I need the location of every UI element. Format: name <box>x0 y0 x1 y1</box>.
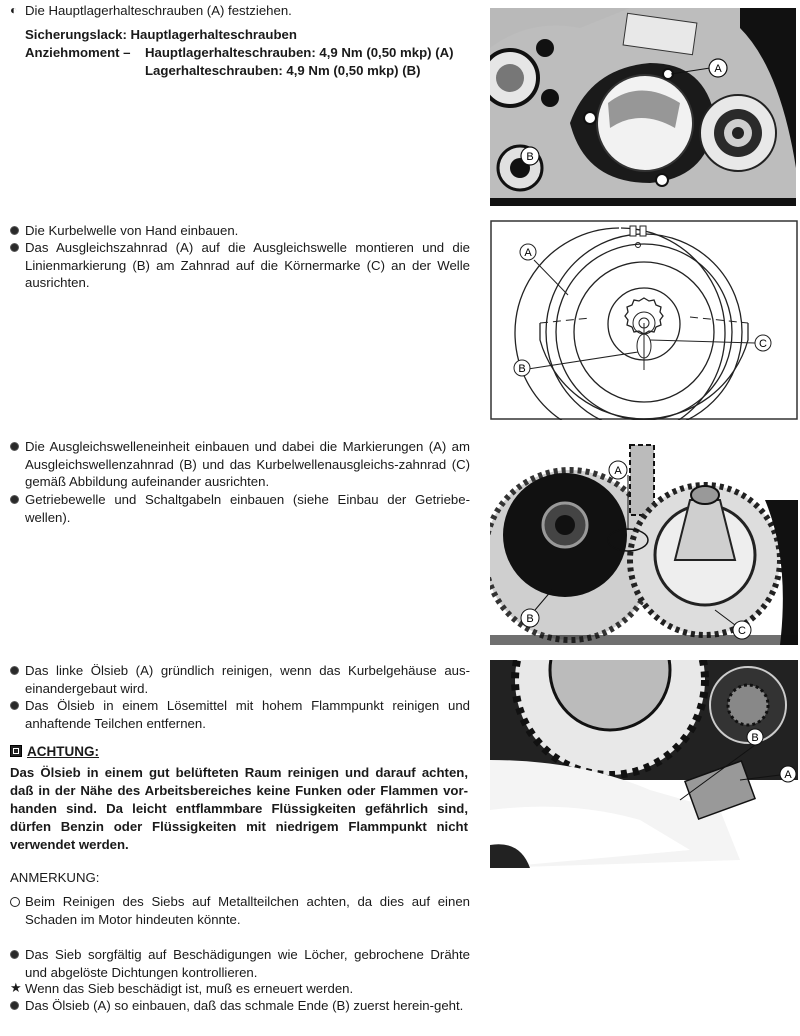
arrow-bullet-icon: ◐ <box>10 3 18 17</box>
bullet-dot-icon <box>10 243 19 252</box>
warning-text: Das Ölsieb in einem gut belüfteten Raum reinigen und darauf achten, daß in der Nähe des Arbeitsbereiches keine Funken oder Flammen vor-handen sind. Da leicht entflammbare Flüssigkeiten gefährlich sind, dürfen Benzin oder Flüssigkeiten mit niedrigem Flammpunkt nicht verwendet werden. <box>10 765 468 852</box>
bullet-dot-icon <box>10 226 19 235</box>
step-tighten-main-bearing-screws: ◐ Die Hauptlagerhalteschrauben (A) festziehen. <box>10 3 292 18</box>
step-solvent-clean: Das Ölsieb in einem Lösemittel mit hohem Flammpunkt reinigen und anhaftende Teilchen entfernen. <box>10 697 470 732</box>
callout-a-label: A <box>524 247 532 259</box>
callout-c-label: C <box>738 625 746 637</box>
torque-label: Anziehmoment – <box>25 45 131 60</box>
step-mount-balancer-gear: Das Ausgleichszahnrad (A) auf die Ausgleichswelle montieren und die Linienmarkierung (B) am Zahnrad auf die Körnermarke (C) an der Welle ausrichten. <box>10 239 470 292</box>
bullet-dot-icon <box>10 1001 19 1010</box>
step-install-crankshaft: Die Kurbelwelle von Hand einbauen. <box>10 222 470 240</box>
callout-a <box>520 244 536 260</box>
bullet-dot-icon <box>10 701 19 710</box>
callout-b-label: B <box>518 363 526 375</box>
step-clean-oil-screen: Das linke Ölsieb (A) gründlich reinigen, wenn das Kurbelgehäuse aus-einandergebaut wird. <box>10 662 470 697</box>
figure-oil-screen-photo <box>490 660 798 868</box>
step-inspect-screen: Das Sieb sorgfältig auf Beschädigungen wie Löcher, gebrochene Drähte und abgelöste Dichtungen kontrollieren. <box>10 946 470 981</box>
warning-icon <box>10 745 22 757</box>
warning-heading: ACHTUNG: <box>10 744 99 759</box>
step-install-balancer-unit: Die Ausgleichswelleneinheit einbauen und dabei die Markierungen (A) am Ausgleichswellenzahnrad (B) und das Kurbelwellenausgleichs-zahnrad (C) gemäß Abbildung aufeinander ausrichten. <box>10 438 470 491</box>
bullet-dot-icon <box>10 442 19 451</box>
torque-spec-bearing: Lagerhalteschrauben: 4,9 Nm (0,50 mkp) (B) <box>145 63 421 78</box>
torque-spec-main-bearing: Hauptlagerhalteschrauben: 4,9 Nm (0,50 mkp) (A) <box>145 45 454 60</box>
figure-gears-photo <box>490 440 798 645</box>
open-circle-icon <box>10 897 20 907</box>
callout-b <box>514 360 530 376</box>
callout-b-label: B <box>526 151 534 163</box>
callout-a <box>709 59 727 77</box>
callout-b <box>747 729 763 745</box>
note-item-metal-particles: Beim Reinigen des Siebs auf Metallteilchen achten, da dies auf einen Schaden im Motor hindeuten könnte. <box>10 893 470 928</box>
note-heading: ANMERKUNG: <box>10 870 100 885</box>
callout-b <box>521 609 539 627</box>
step-replace-if-damaged: ★ Wenn das Sieb beschädigt ist, muß es erneuert werden. <box>10 980 354 996</box>
callout-b-label: B <box>751 732 759 744</box>
bullet-dot-icon <box>10 950 19 959</box>
callout-a <box>780 766 796 782</box>
figure-main-bearing-photo <box>490 8 796 206</box>
callout-c <box>755 335 771 351</box>
step-install-transmission: Getriebewelle und Schaltgabeln einbauen (siehe Einbau der Getriebe-wellen). <box>10 491 470 526</box>
callout-c-label: C <box>759 338 767 350</box>
callout-c <box>733 621 751 639</box>
callout-a <box>609 461 627 479</box>
locking-agent-spec: Sicherungslack: Hauptlagerhalteschrauben <box>25 27 297 42</box>
bullet-dot-icon <box>10 495 19 504</box>
star-icon: ★ <box>10 980 22 995</box>
callout-a-label: A <box>614 465 622 477</box>
callout-b-label: B <box>526 613 534 625</box>
step-install-oil-screen: Das Ölsieb (A) so einbauen, daß das schmale Ende (B) zuerst herein-geht. <box>10 997 470 1015</box>
callout-a-label: A <box>714 63 722 75</box>
figure-balancer-gear-diagram <box>490 220 798 420</box>
callout-b <box>521 147 539 165</box>
callout-a-label: A <box>784 769 792 781</box>
bullet-dot-icon <box>10 666 19 675</box>
